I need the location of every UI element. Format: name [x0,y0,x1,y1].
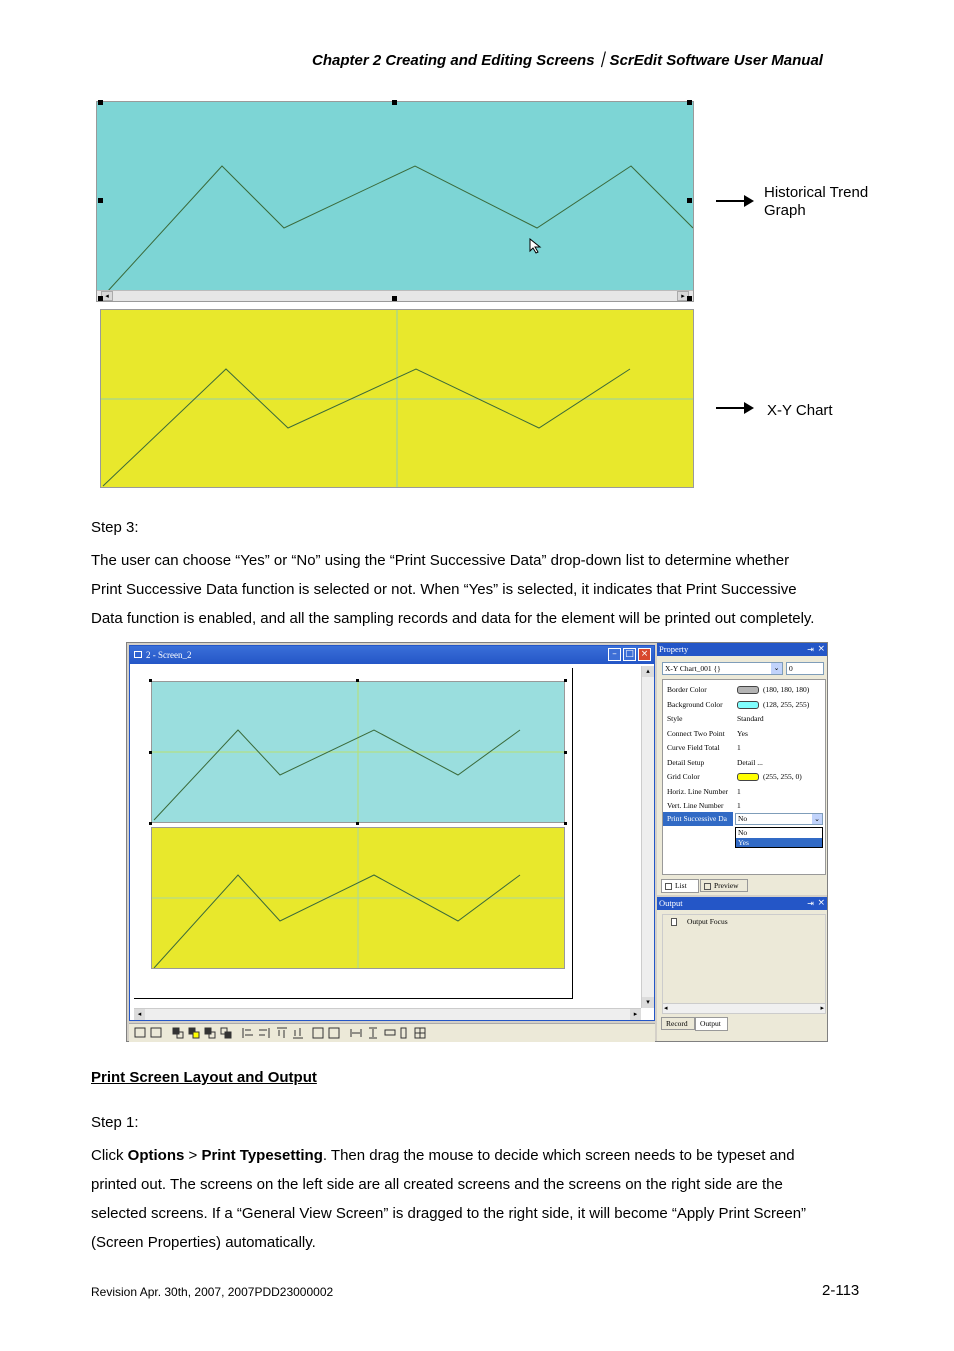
screen-xy-element[interactable] [151,827,565,969]
property-row[interactable] [663,799,825,813]
xy-chart [100,309,694,488]
pin-icon[interactable]: ⇥ [807,899,814,908]
list-icon [665,883,672,890]
dropdown-option-yes[interactable]: Yes [736,838,822,847]
step1-line1: Click Options > Print Typesetting. Then drag the mouse to decide which screen needs to be typeset and [91,1147,795,1164]
xy-chart-plot [101,310,693,487]
horizontal-scrollbar[interactable] [134,1008,641,1020]
selection-handle[interactable] [149,822,152,825]
output-title: Output [659,898,683,908]
output-list [662,914,826,1014]
color-swatch [737,701,759,709]
toolbar-icons [133,1025,453,1041]
mouse-cursor-icon [529,238,543,254]
property-value: (180, 180, 180) [737,683,809,697]
property-key: Connect Two Point [667,728,725,738]
arrow-icon [716,407,752,409]
trend-line [97,102,693,301]
property-grid [662,679,826,875]
selection-handle[interactable] [687,296,692,301]
output-panel [657,897,827,1041]
minimize-icon[interactable]: – [608,648,621,661]
chevron-down-icon[interactable]: ⌄ [771,663,782,674]
object-select[interactable]: X-Y Chart_001 {} ⌄ [662,662,783,675]
property-row[interactable] [663,712,825,726]
arrow-icon [716,200,752,202]
xy-chart-label: X-Y Chart [767,402,833,419]
document-icon [671,918,677,926]
preview-icon [704,883,711,890]
window-title: 2 - Screen_2 [146,650,192,660]
selection-handle[interactable] [687,100,692,105]
step3-line1: The user can choose “Yes” or “No” using the “Print Successive Data” drop-down list to determine whether [91,552,790,569]
step1-title: Step 1: [91,1114,139,1131]
property-key: Style [667,714,683,723]
property-value: (128, 255, 255) [737,698,809,712]
property-key: Detail Setup [667,757,705,767]
object-index-spinner[interactable]: 0 [786,662,824,675]
screen-trend-element[interactable] [151,681,565,823]
scroll-left-icon[interactable]: ◂ [664,1004,668,1012]
property-key: Background Color [667,699,723,709]
selection-handle[interactable] [98,296,103,301]
software-screenshot [126,642,828,1042]
property-key: Curve Field Total [667,743,720,752]
trend-label-line2: Graph [764,202,806,219]
dropdown-option-no[interactable]: No [738,828,748,837]
window-icon [134,651,142,658]
tab-preview[interactable]: Preview [700,879,748,892]
maximize-icon[interactable]: □ [623,648,636,661]
property-value: Yes [737,728,748,738]
property-title: Property [659,644,689,654]
property-row-print-successive[interactable] [663,812,825,826]
property-row[interactable] [663,785,825,799]
scroll-right-button[interactable]: ▸ [677,291,689,301]
step1-line3: selected screens. If a “General View Screen” is dragged to the right side, it will become “Apply Print Screen” [91,1205,807,1222]
scroll-up-icon[interactable]: ▴ [642,666,654,677]
vertical-scrollbar[interactable] [641,666,654,1008]
screen-xy-plot [152,828,564,968]
property-value: 1 [737,801,741,810]
print-successive-select[interactable]: No ⌄ [735,813,823,825]
scroll-left-button[interactable]: ◂ [101,291,113,301]
selection-handle[interactable] [392,296,397,301]
property-key: Grid Color [667,772,700,781]
property-titlebar [657,643,827,656]
step3-title: Step 3: [91,519,139,536]
close-icon[interactable]: × [638,648,651,661]
property-row[interactable] [663,741,825,755]
output-titlebar [657,897,827,910]
step3-line3: Data function is enabled, and all the sampling records and data for the element will be printed out completely. [91,610,815,627]
selection-handle[interactable] [564,822,567,825]
selection-handle[interactable] [98,198,103,203]
footer-revision: Revision Apr. 30th, 2007, 2007PDD23000002 [91,1285,334,1299]
selection-handle[interactable] [356,679,359,682]
selection-handle[interactable] [687,198,692,203]
property-value: 1 [737,743,741,752]
output-item[interactable]: Output Focus [671,917,728,927]
step1-line2: printed out. The screens on the left side are all created screens and the screens on the right side are the [91,1176,783,1193]
page-header: Chapter 2 Creating and Editing Screens｜ScrEdit Software User Manual [312,52,823,69]
property-value: Detail ... [737,757,763,767]
close-icon[interactable]: × [817,898,825,908]
step3-line2: Print Successive Data function is selected or not. When “Yes” is selected, it indicates that Print Successive [91,581,797,598]
property-value: Standard [737,714,764,723]
selection-handle[interactable] [356,822,359,825]
scroll-left-icon[interactable]: ◂ [134,1009,145,1020]
screen-window-titlebar [130,646,654,664]
property-value: (255, 255, 0) [737,770,802,784]
tab-list[interactable]: List [661,879,699,893]
property-row[interactable] [663,683,825,697]
selection-handle[interactable] [392,100,397,105]
scroll-down-icon[interactable]: ▾ [642,997,654,1008]
color-swatch [737,686,759,694]
output-hscroll[interactable] [663,1003,825,1013]
property-value: 1 [737,786,741,796]
selection-handle[interactable] [149,751,152,754]
alignment-toolbar [129,1023,655,1042]
menu-print-typesetting: Print Typesetting [201,1147,323,1164]
selection-handle[interactable] [149,679,152,682]
close-icon[interactable]: × [817,644,825,654]
property-key: Vert. Line Number [667,801,724,810]
property-key: Border Color [667,685,707,694]
section-heading: Print Screen Layout and Output [91,1069,317,1086]
trend-label-line1: Historical Trend [764,184,869,201]
selection-handle[interactable] [98,100,103,105]
property-row[interactable] [663,727,825,741]
property-key: Print Successive Da [663,812,733,826]
property-panel [657,643,827,895]
property-row[interactable] [663,770,825,784]
menu-options: Options [127,1147,185,1164]
selection-handle[interactable] [564,751,567,754]
property-key: Horiz. Line Number [667,786,729,796]
chevron-down-icon[interactable]: ⌄ [812,814,822,824]
tab-output[interactable]: Output [695,1017,728,1031]
pin-icon[interactable]: ⇥ [807,645,814,654]
step1-line4: (Screen Properties) automatically. [91,1234,316,1251]
selection-handle[interactable] [564,679,567,682]
tab-record[interactable]: Record [661,1017,695,1030]
dropdown-list [735,827,823,848]
screen-trend-plot [152,682,564,822]
scroll-right-icon[interactable]: ▸ [820,1004,824,1012]
scroll-right-icon[interactable]: ▸ [630,1009,641,1020]
property-row[interactable] [663,756,825,770]
historical-trend-graph [96,101,694,302]
page-number: 2-113 [822,1282,860,1299]
screen-window [129,645,655,1021]
color-swatch [737,773,759,781]
property-row[interactable] [663,698,825,712]
